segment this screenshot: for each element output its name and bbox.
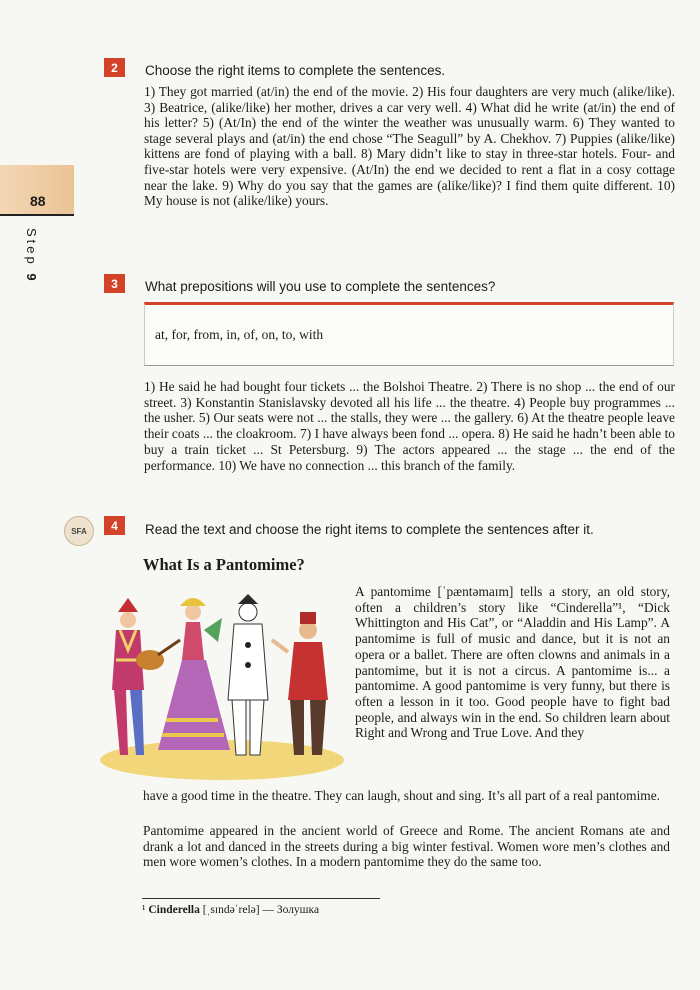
exercise-3-badge: 3 bbox=[104, 274, 125, 293]
footnote-translation: Золушка bbox=[276, 904, 320, 916]
page-number: 88 bbox=[30, 193, 46, 209]
sfa-badge bbox=[64, 516, 94, 546]
tab-divider bbox=[0, 214, 74, 216]
footnote-transcription: [ˌsɪndəˈrelə] bbox=[202, 904, 260, 916]
pierrot-figure bbox=[228, 594, 268, 755]
exercise-2-instruction: Choose the right items to complete the sentences. bbox=[145, 63, 446, 78]
exercise-4-badge: 4 bbox=[104, 516, 125, 535]
man-figure bbox=[272, 612, 328, 755]
exercise-3-instruction: What prepositions will you use to complete the sentences? bbox=[145, 279, 496, 294]
lady-figure bbox=[158, 598, 230, 750]
word-box-text: at, for, from, in, of, on, to, with bbox=[155, 327, 324, 342]
footnote bbox=[142, 904, 319, 916]
footnote-rule bbox=[142, 898, 380, 899]
exercise-2-badge: 2 bbox=[104, 58, 125, 77]
exercise-3-text: 1) He said he had bought four tickets ... the Bolshoi Theatre. 2) There is no shop ... the end of our street. 3) Konstantin Stanislavsky devoted all his life ... the theatre. 4) People buy programmes ... the usher. 5) Our seats were not ... the stalls, they were ... the gallery. 6) At the theatre people leave their coats ... the cloakroom. 7) I have always been fond ... opera. 8) He said he hadn’t been able to buy a train ticket ... St Petersburg. 9) The actors appeared ... the stage ... the end of the performance. 10) We have no connection ... this branch of the family. bbox=[144, 379, 675, 473]
step-number: 9 bbox=[24, 273, 39, 284]
word-box bbox=[144, 302, 674, 366]
sfa-label: SFA bbox=[71, 526, 87, 536]
exercise-4-instruction: Read the text and choose the right items to complete the sentences after it. bbox=[145, 522, 594, 537]
step-label bbox=[24, 228, 39, 284]
pantomime-characters-illustration bbox=[98, 590, 346, 782]
text-paragraph-2: Pantomime appeared in the ancient world of Greece and Rome. The ancient Romans ate and drank a lot and danced in the streets during a big winter festival. Women wore men’s clothes and men wore women’s clothes. In a modern pantomime they do the same too. bbox=[143, 823, 670, 870]
step-word: Step bbox=[24, 228, 39, 267]
exercise-2-text: 1) They got married (at/in) the end of the movie. 2) His four daughters are very much (alike/like). 3) Beatrice, (alike/like) her mother, drives a car very well. 4) What did he write (at/in) the end of his letter? 5) (At/In) the end of the winter the weather was unusually warm. 6) They wanted to stage several plays and (at/in) the end chose “The Seagull” by A. Chekhov. 7) Puppies (alike/like) kittens are fond of playing with a ball. 8) Mary didn’t like to stay in three-star hotels. Four- and five-star hotels were very expensive. (At/In) the end we decided to rent a flat in a cosy cottage near the lake. 9) Why do you say that the games are (alike/like)? I find them quite different. 10) My house is not (alike/like) yours. bbox=[144, 84, 675, 209]
text-paragraph-1-wrapped: A pantomime [ˈpæntəmaɪm] tells a story, an old story, often a children’s story like “Cinderella”¹, “Dick Whittington and His Cat”, or “Aladdin and His Lamp”. A pantomime is full of music and dance, but it is not an opera or a ballet. There are often clowns and animals in a pantomime, but it is not a circus. A pantomime is... a pantomime. A good pantomime is very funny, but there is often a lesson in it too. Good people have to fight bad people, and always win in the end. So children learn about Right and Wrong and True Love. And they bbox=[355, 584, 670, 741]
text-paragraph-1-continued: have a good time in the theatre. They can laugh, shout and sing. It’s all part of a real pantomime. bbox=[143, 788, 660, 803]
footnote-dash: — bbox=[262, 904, 274, 916]
text-heading: What Is a Pantomime? bbox=[143, 555, 305, 574]
footnote-term: Cinderella bbox=[148, 904, 200, 916]
footnote-mark: ¹ bbox=[142, 904, 146, 916]
